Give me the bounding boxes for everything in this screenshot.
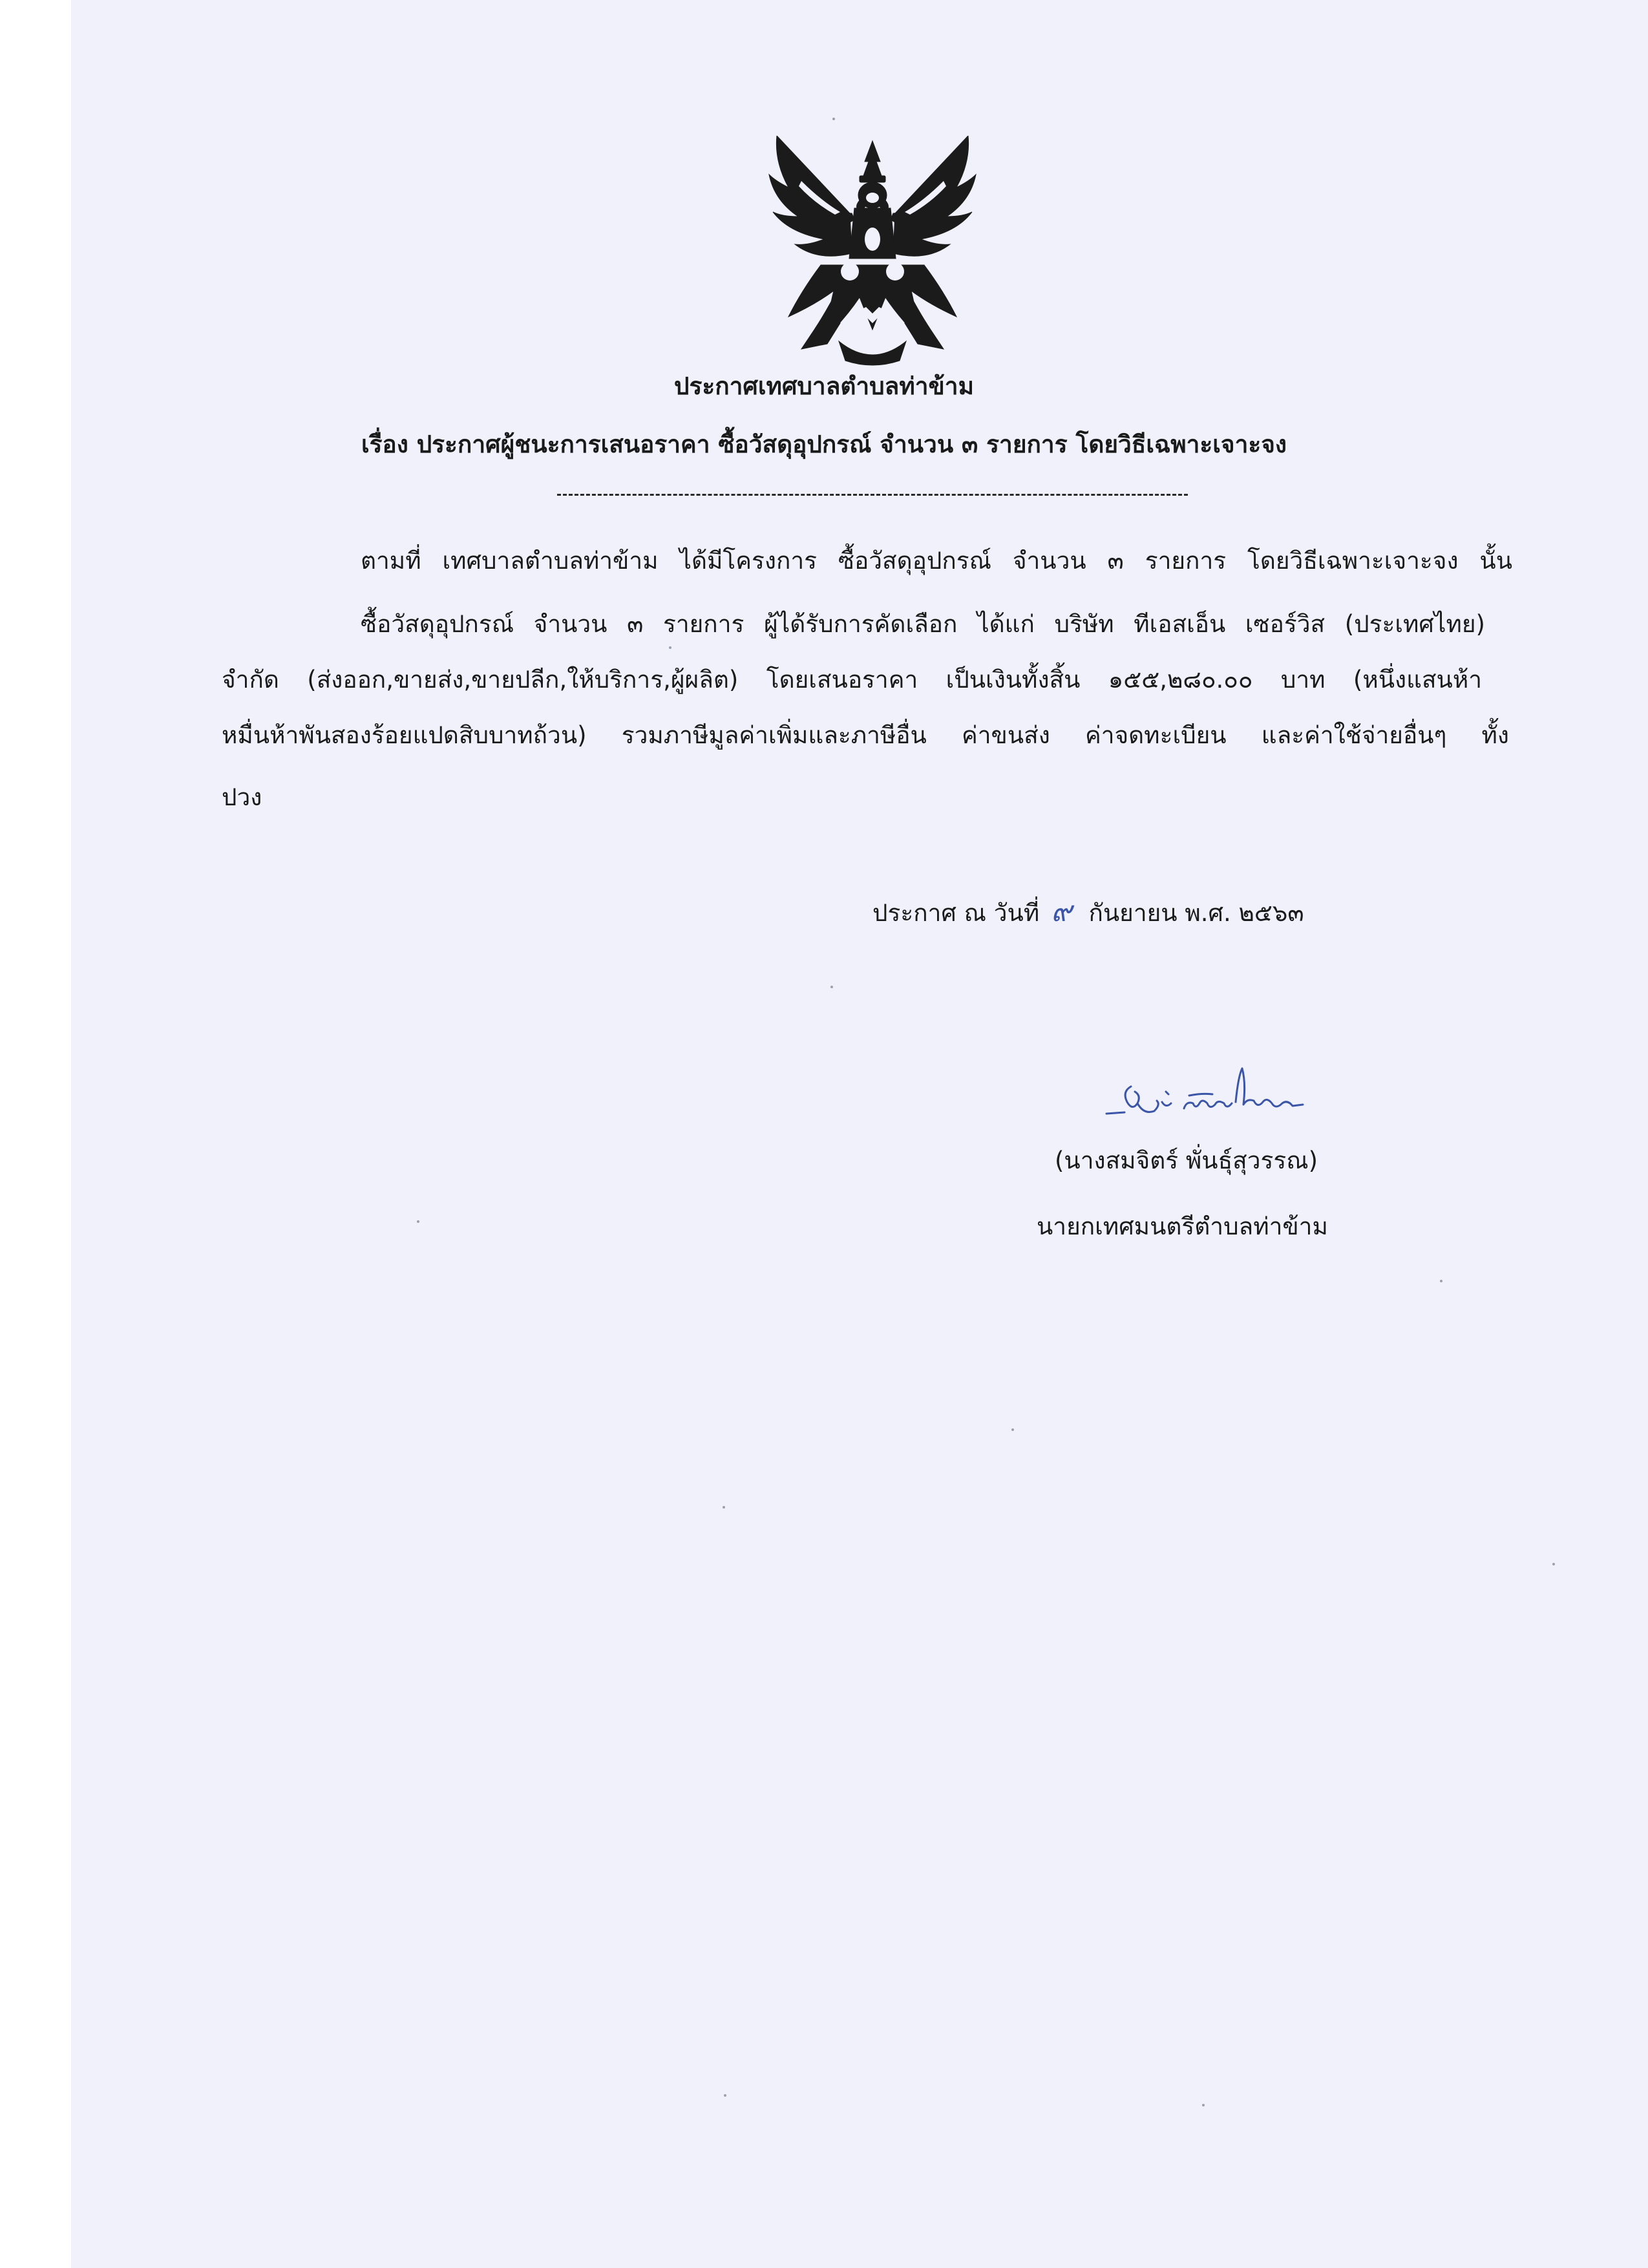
scan-speck — [832, 118, 835, 120]
scan-speck — [723, 1506, 725, 1509]
scan-speck — [1552, 1563, 1555, 1565]
date-day-handwritten: ๙ — [1051, 895, 1072, 928]
date-month-year: กันยายน พ.ศ. ๒๕๖๓ — [1088, 899, 1304, 927]
divider-line — [557, 494, 1188, 496]
signatory-position: นายกเทศมนตรีตำบลท่าข้าม — [1037, 1213, 1328, 1240]
scan-speck — [1202, 2104, 1205, 2106]
date-prefix: ประกาศ ณ วันที่ — [872, 899, 1040, 927]
garuda-emblem-icon — [763, 136, 982, 368]
scan-speck — [417, 1220, 419, 1223]
signatory-name: (นางสมจิตร์ พั่นธุ์สุวรรณ) — [1055, 1147, 1318, 1174]
body-line-1: ซื้อวัสดุอุปกรณ์ จำนวน ๓ รายการ ผู้ได้รับการคัดเลือก ได้แก่ บริษัท ทีเอสเอ็น เซอร์วิส (ประเทศไทย) — [361, 610, 1485, 638]
scan-speck — [830, 986, 833, 988]
announcement-title: ประกาศเทศบาลตำบลท่าข้าม — [674, 372, 974, 400]
body-line-3: หมื่นห้าพันสองร้อยแปดสิบบาทถ้วน) รวมภาษีมูลค่าเพิ่มและภาษีอื่น ค่าขนส่ง ค่าจดทะเบียน และค่าใช้จ่ายอื่นๆ ทั้ง — [222, 721, 1509, 749]
announcement-subject: เรื่อง ประกาศผู้ชนะการเสนอราคา ซื้อวัสดุอุปกรณ์ จำนวน ๓ รายการ โดยวิธีเฉพาะเจาะจง — [361, 430, 1287, 458]
scan-speck — [1440, 1280, 1442, 1282]
scan-speck — [1011, 1428, 1014, 1431]
signature-handwritten — [1099, 1063, 1312, 1134]
body-line-4: ปวง — [222, 783, 262, 811]
body-paragraph-1: ตามที่ เทศบาลตำบลท่าข้าม ได้มีโครงการ ซื้อวัสดุอุปกรณ์ จำนวน ๓ รายการ โดยวิธีเฉพาะเจาะจง นั้น — [361, 547, 1512, 575]
date-line — [872, 895, 1304, 930]
scan-speck — [669, 646, 671, 649]
body-line-2: จำกัด (ส่งออก,ขายส่ง,ขายปลีก,ให้บริการ,ผู้ผลิต) โดยเสนอราคา เป็นเงินทั้งสิ้น ๑๕๕,๒๘๐.๐๐ บาท (หนึ่งแสนห้า — [222, 666, 1482, 694]
scan-speck — [724, 2094, 726, 2097]
